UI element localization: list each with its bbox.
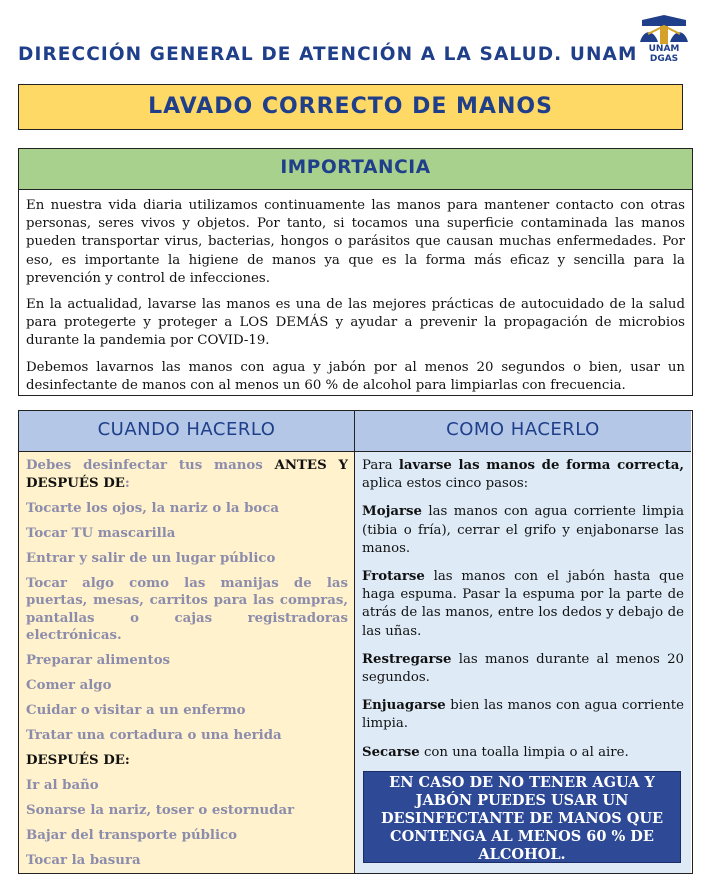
importancia-paragraph: En la actualidad, lavarse las manos es una de las mejores prácticas de autocuidado de la salud para protegerte y proteger a LOS DEMÁS y ayudar a prevenir la propagación de microbios durante la pandemia por COVID-19.: [26, 297, 685, 349]
importancia-paragraph: Debemos lavarnos las manos con agua y jabón por al menos 20 segundos o bien, usar un desinfectante de manos con al menos un 60 % de alcohol para limpiarlas con frecuencia.: [26, 359, 685, 393]
list-item: Cuidar o visitar a un enfermo: [26, 703, 246, 718]
importancia-paragraph: En nuestra vida diaria utilizamos continuamente las manos para mantener contacto con otras personas, seres vivos y objetos. Por tanto, si tocamos una superficie contaminada las manos pueden transportar virus, bacterias, hongos o parásitos que causan muchas enfermedades. Por eso, es importante la higiene de manos ya que es la forma más eficaz y sencilla para la prevención y control de infecciones.: [26, 198, 685, 286]
despues-label: [26, 752, 348, 770]
step-text: las manos con agua corriente limpia (tibia o fría), cerrar el grifo y enjabonarse las manos.: [362, 504, 684, 556]
step-verb: Frotarse: [362, 569, 425, 585]
logo-line-dgas: DGAS: [649, 54, 679, 64]
importancia-body: [19, 190, 692, 395]
list-item: Tocar TU mascarilla: [26, 525, 176, 541]
list-item: Tocarte los ojos, la nariz o la boca: [26, 500, 280, 516]
step-enjuagarse: [362, 697, 684, 733]
cuando-column: [19, 411, 355, 873]
step-verb: Mojarse: [362, 504, 422, 520]
list-item: Sonarse la nariz, toser o estornudar: [26, 803, 295, 818]
sanitizer-alert: EN CASO DE NO TENER AGUA Y JABÓN PUEDES USAR UN DESINFECTANTE DE MANOS QUE CONTENGA AL MENOS 60 % DE ALCOHOL.: [363, 771, 681, 863]
como-intro-pre: Para: [362, 458, 399, 473]
como-heading: COMO HACERLO: [355, 411, 691, 452]
list-item: Tocar la basura: [26, 853, 141, 868]
list-item: Tratar una cortadura o una herida: [26, 728, 282, 743]
step-restregarse: [362, 651, 684, 687]
step-text: con una toalla limpia o al aire.: [419, 744, 629, 760]
list-item: Tocar algo como las manijas de las puertas, mesas, carritos para las compras, pantallas o cajas registradoras electrónicas.: [26, 575, 348, 643]
step-verb: Secarse: [362, 744, 420, 760]
list-item: Bajar del transporte público: [26, 828, 238, 843]
page-header-title: DIRECCIÓN GENERAL DE ATENCIÓN A LA SALUD. UNAM: [18, 44, 638, 65]
como-steps: [355, 452, 691, 762]
como-column: [355, 411, 691, 873]
step-text: bien las manos con agua corriente limpia.: [362, 698, 684, 732]
logo-caption: [634, 44, 694, 64]
list-item: Comer algo: [26, 678, 112, 693]
step-frotarse: [362, 568, 684, 641]
como-intro-post: aplica estos cinco pasos:: [362, 476, 529, 492]
step-verb: Enjuagarse: [362, 698, 446, 714]
step-text: las manos durante al menos 20 segundos.: [362, 651, 684, 686]
como-intro: [362, 457, 684, 493]
cuando-heading: CUANDO HACERLO: [19, 411, 354, 452]
cuando-intro-dark: ANTES Y DESPUÉS DE: [26, 458, 348, 491]
step-secarse: [362, 744, 684, 762]
list-item: Ir al baño: [26, 778, 99, 793]
how-when-table: [18, 410, 693, 874]
importancia-heading: IMPORTANCIA: [19, 149, 692, 190]
list-item: Entrar y salir de un lugar público: [26, 550, 276, 566]
step-verb: Restregarse: [362, 651, 452, 667]
logo-line-unam: UNAM: [648, 44, 680, 54]
cuando-intro-end: :: [124, 475, 130, 491]
despues-label-text: DESPUÉS DE:: [26, 753, 130, 768]
cuando-intro-light: Debes desinfectar tus manos: [26, 458, 275, 473]
importancia-section: [18, 148, 693, 396]
cuando-intro: [26, 457, 348, 492]
step-text: las manos con el jabón hasta que haga espuma. Pasar la espuma por la parte de atrás de las manos, entre los dedos y debajo de las uñas.: [362, 569, 684, 639]
cuando-list: [19, 452, 354, 870]
como-intro-bold: lavarse las manos de forma correcta,: [398, 458, 684, 473]
list-item: Preparar alimentos: [26, 653, 171, 668]
step-mojarse: [362, 503, 684, 558]
main-title: LAVADO CORRECTO DE MANOS: [18, 84, 683, 130]
